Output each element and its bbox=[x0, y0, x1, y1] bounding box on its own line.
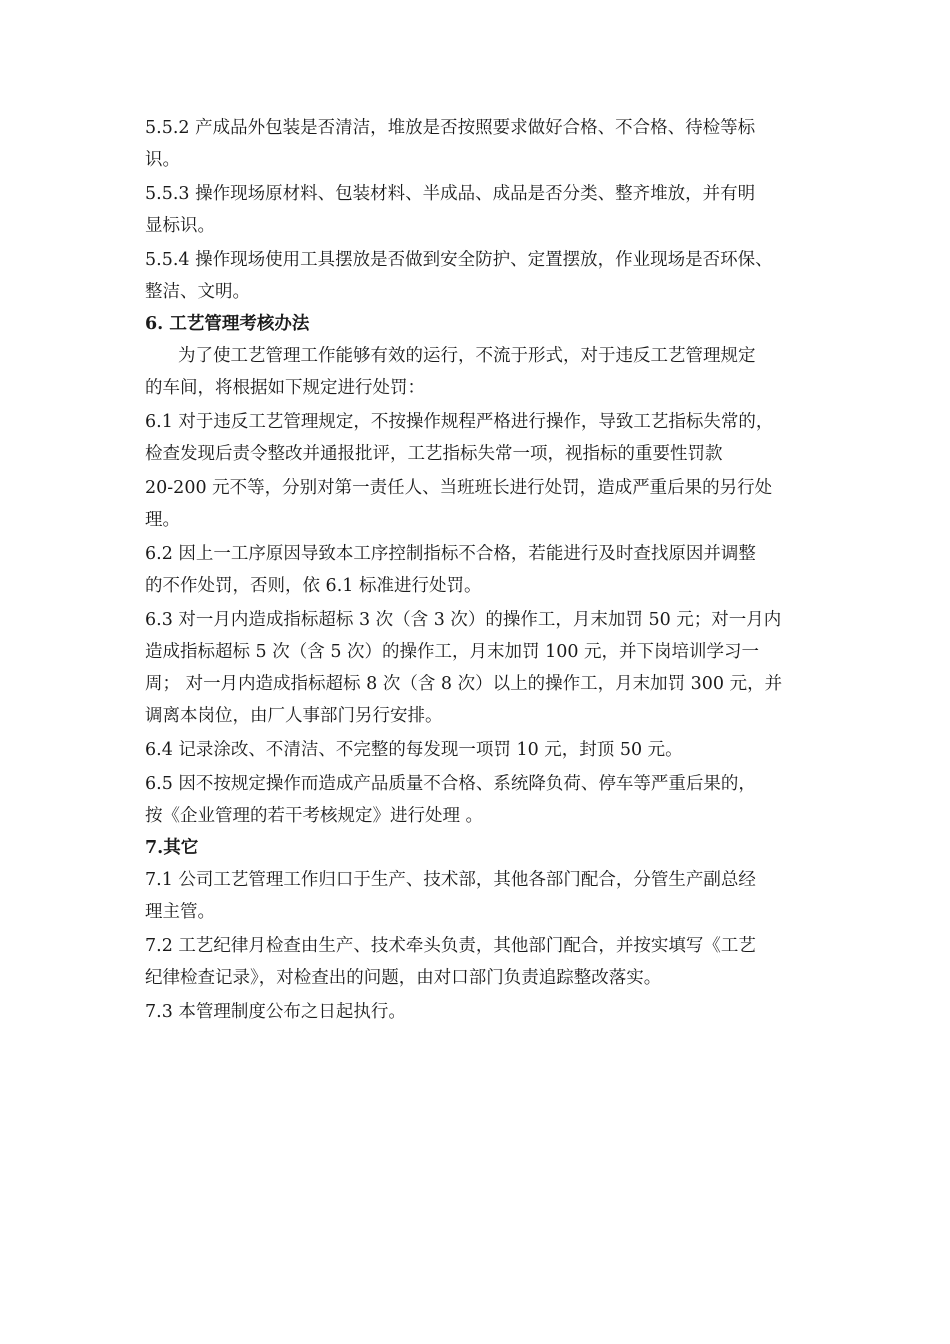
item-6-2-line-1: 6.2 因上一工序原因导致本工序控制指标不合格，若能进行及时查找原因并调整 bbox=[145, 544, 756, 564]
item-7-3-line-1: 7.3 本管理制度公布之日起执行。 bbox=[145, 1002, 406, 1022]
item-6-1-line-3: 20-200 元不等，分别对第一责任人、当班班长进行处罚，造成严重后果的另行处 bbox=[145, 478, 773, 498]
item-6-5-line-1: 6.5 因不按规定操作而造成产品质量不合格、系统降负荷、停车等严重后果的， bbox=[145, 774, 756, 794]
item-5-5-3-line-2: 显标识。 bbox=[145, 216, 215, 236]
document-page bbox=[145, 112, 817, 1028]
item-7-1-line-2: 理主管。 bbox=[145, 902, 215, 922]
item-5-5-2-line-2: 识。 bbox=[145, 150, 180, 170]
item-7-2-line-2: 纪律检查记录》，对检查出的问题，由对口部门负责追踪整改落实。 bbox=[145, 968, 662, 988]
item-6-2-line-2: 的不作处罚，否则，依 6.1 标准进行处罚。 bbox=[145, 576, 482, 596]
item-6-5-line-2: 按《企业管理的若干考核规定》进行处理 。 bbox=[145, 806, 484, 826]
item-6-4-line-1: 6.4 记录涂改、不清洁、不完整的每发现一项罚 10 元，封顶 50 元。 bbox=[145, 740, 683, 760]
section-6-heading: 6. 工艺管理考核办法 bbox=[145, 314, 310, 334]
item-6-3-line-3: 周； 对一月内造成指标超标 8 次（含 8 次）以上的操作工，月末加罚 300 元，并 bbox=[145, 674, 783, 694]
item-5-5-3-line-1: 5.5.3 操作现场原材料、包装材料、半成品、成品是否分类、整齐堆放，并有明 bbox=[145, 184, 756, 204]
section-6-intro-line-1: 为了使工艺管理工作能够有效的运行，不流于形式，对于违反工艺管理规定 bbox=[178, 346, 756, 366]
item-6-3-line-1: 6.3 对一月内造成指标超标 3 次（含 3 次）的操作工，月末加罚 50 元；对一月内 bbox=[145, 610, 782, 630]
item-6-3-line-2: 造成指标超标 5 次（含 5 次）的操作工，月末加罚 100 元，并下岗培训学习一 bbox=[145, 642, 760, 662]
item-6-1-line-4: 理。 bbox=[145, 510, 180, 530]
section-7-heading: 7.其它 bbox=[145, 838, 199, 858]
item-6-1-line-1: 6.1 对于违反工艺管理规定，不按操作规程严格进行操作，导致工艺指标失常的， bbox=[145, 412, 774, 432]
item-5-5-2-line-1: 5.5.2 产成品外包装是否清洁，堆放是否按照要求做好合格、不合格、待检等标 bbox=[145, 118, 756, 138]
item-7-2-line-1: 7.2 工艺纪律月检查由生产、技术牵头负责，其他部门配合，并按实填写《工艺 bbox=[145, 936, 756, 956]
item-5-5-4-line-1: 5.5.4 操作现场使用工具摆放是否做到安全防护、定置摆放，作业现场是否环保、 bbox=[145, 250, 773, 270]
section-6-intro-line-2: 的车间，将根据如下规定进行处罚： bbox=[145, 378, 425, 398]
item-6-3-line-4: 调离本岗位，由厂人事部门另行安排。 bbox=[145, 706, 443, 726]
item-7-1-line-1: 7.1 公司工艺管理工作归口于生产、技术部，其他各部门配合，分管生产副总经 bbox=[145, 870, 756, 890]
item-6-1-line-2: 检查发现后责令整改并通报批评，工艺指标失常一项，视指标的重要性罚款 bbox=[145, 444, 723, 464]
item-5-5-4-line-2: 整洁、文明。 bbox=[145, 282, 250, 302]
